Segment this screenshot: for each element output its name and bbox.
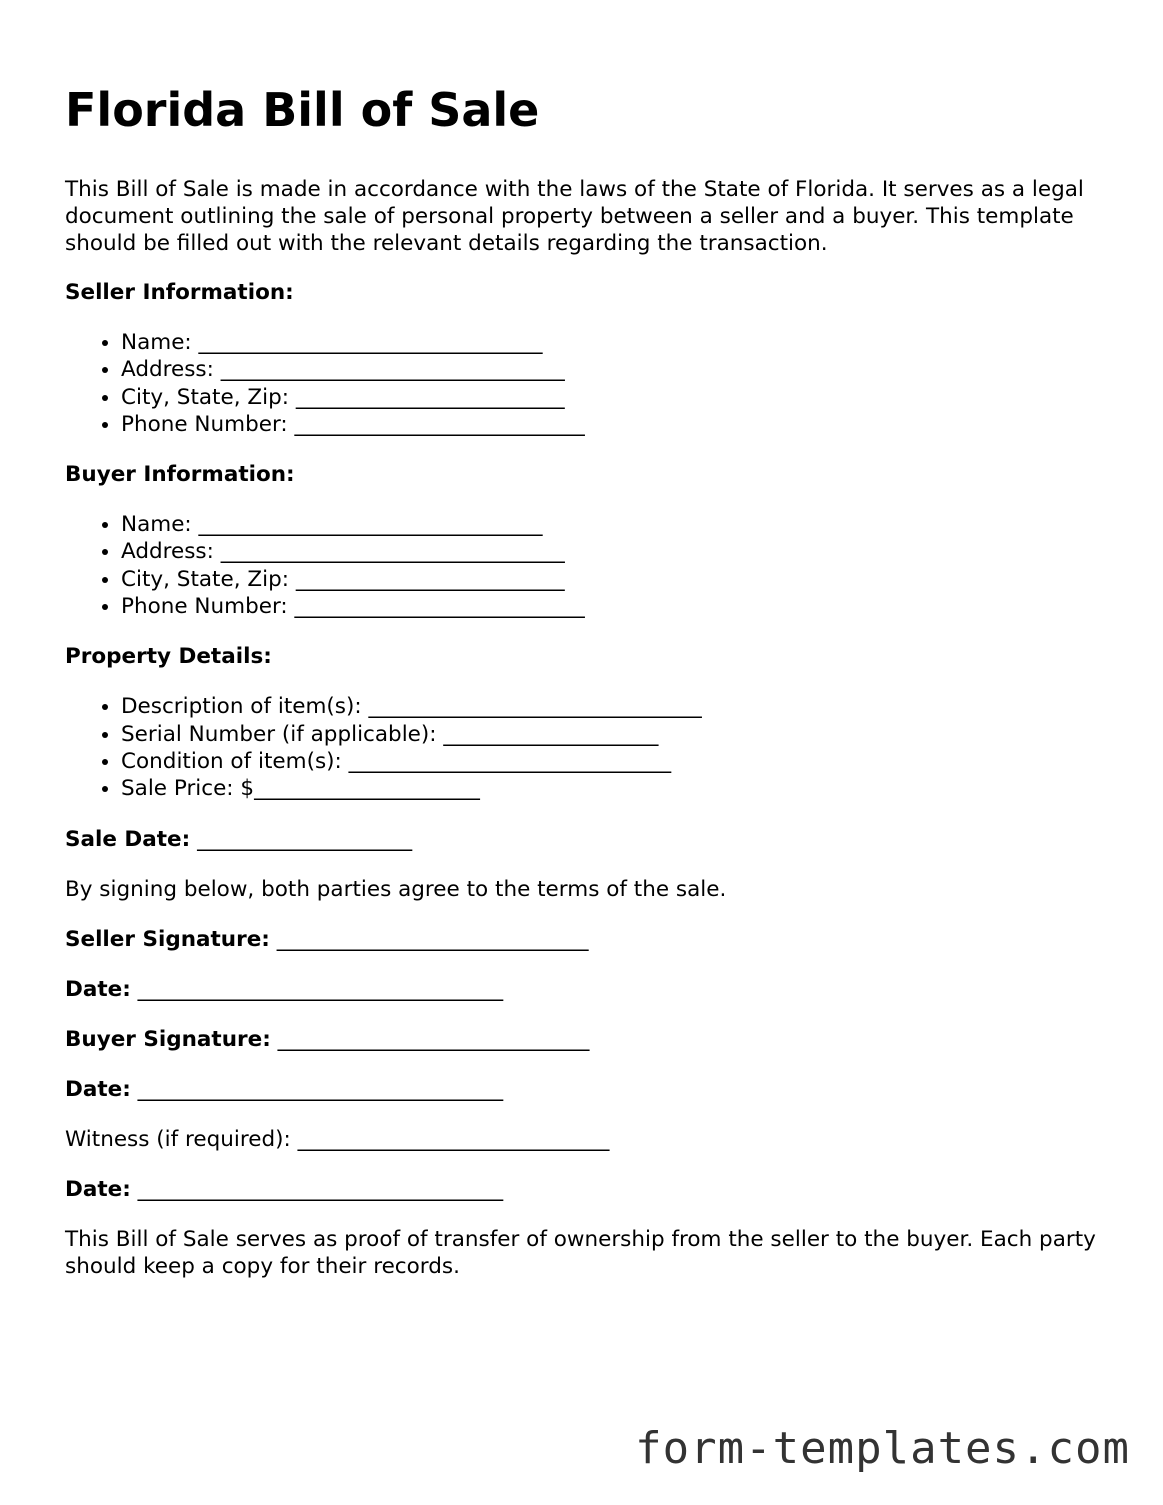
witness-date-line: __________________________________ bbox=[137, 1176, 504, 1202]
seller-city-state-zip-field: • City, State, Zip: _________________________ bbox=[121, 384, 1105, 411]
buyer-signature-field bbox=[65, 1026, 1105, 1053]
seller-heading: Seller Information: bbox=[65, 280, 294, 305]
property-heading: Property Details: bbox=[65, 644, 272, 670]
buyer-signature-line: _____________________________ bbox=[277, 1026, 590, 1052]
buyer-city-state-zip-field: • City, State, Zip: _________________________ bbox=[121, 566, 1105, 593]
witness-date-label: Date: bbox=[65, 1176, 131, 1202]
buyer-signature-label: Buyer Signature: bbox=[65, 1026, 271, 1052]
buyer-address-field: • Address: ________________________________ bbox=[121, 538, 1105, 565]
seller-address-field: • Address: ________________________________ bbox=[121, 356, 1105, 383]
seller-date-label: Date: bbox=[65, 976, 131, 1002]
sale-date-field bbox=[65, 826, 1105, 853]
closing-paragraph: This Bill of Sale serves as proof of transfer of ownership from the seller to the buyer. Each party should keep a copy for their records. bbox=[65, 1226, 1096, 1279]
seller-list bbox=[65, 329, 1105, 438]
buyer-phone-field: • Phone Number: ___________________________ bbox=[121, 593, 1105, 620]
seller-date-field bbox=[65, 976, 1105, 1003]
witness-date-field bbox=[65, 1176, 1105, 1203]
buyer-date-line: __________________________________ bbox=[137, 1076, 504, 1102]
sale-date-label: Sale Date: bbox=[65, 826, 191, 852]
buyer-date-label: Date: bbox=[65, 1076, 131, 1102]
seller-phone-field: • Phone Number: ___________________________ bbox=[121, 411, 1105, 438]
witness-field bbox=[65, 1126, 1105, 1153]
property-price-field: • Sale Price: $_____________________ bbox=[121, 775, 1105, 802]
document-title: Florida Bill of Sale bbox=[65, 83, 540, 137]
document-page bbox=[65, 80, 1105, 1280]
seller-signature-field bbox=[65, 926, 1105, 953]
buyer-name-field: • Name: ________________________________ bbox=[121, 511, 1105, 538]
buyer-list bbox=[65, 511, 1105, 620]
buyer-heading: Buyer Information: bbox=[65, 462, 295, 488]
property-serial-field: • Serial Number (if applicable): ____________________ bbox=[121, 721, 1105, 748]
seller-signature-line: _____________________________ bbox=[276, 926, 589, 952]
watermark-text: form-templates.com bbox=[635, 1423, 1130, 1474]
witness-label: Witness (if required): bbox=[65, 1126, 291, 1152]
seller-name-field: • Name: ________________________________ bbox=[121, 329, 1105, 356]
agreement-text: By signing below, both parties agree to the terms of the sale. bbox=[65, 876, 727, 902]
seller-date-line: __________________________________ bbox=[137, 976, 504, 1002]
seller-signature-label: Seller Signature: bbox=[65, 926, 270, 952]
buyer-date-field bbox=[65, 1076, 1105, 1103]
witness-line: _____________________________ bbox=[297, 1126, 610, 1152]
property-condition-field: • Condition of item(s): ______________________________ bbox=[121, 748, 1105, 775]
sale-date-line: ____________________ bbox=[197, 826, 413, 852]
property-description-field: • Description of item(s): _______________________________ bbox=[121, 693, 1105, 720]
property-list bbox=[65, 693, 1105, 802]
intro-paragraph: This Bill of Sale is made in accordance with the laws of the State of Florida. It serves as a legal document outlining the sale of personal property between a seller and a buyer. This template should be filled out with the relevant details regarding the transaction. bbox=[65, 177, 1084, 256]
